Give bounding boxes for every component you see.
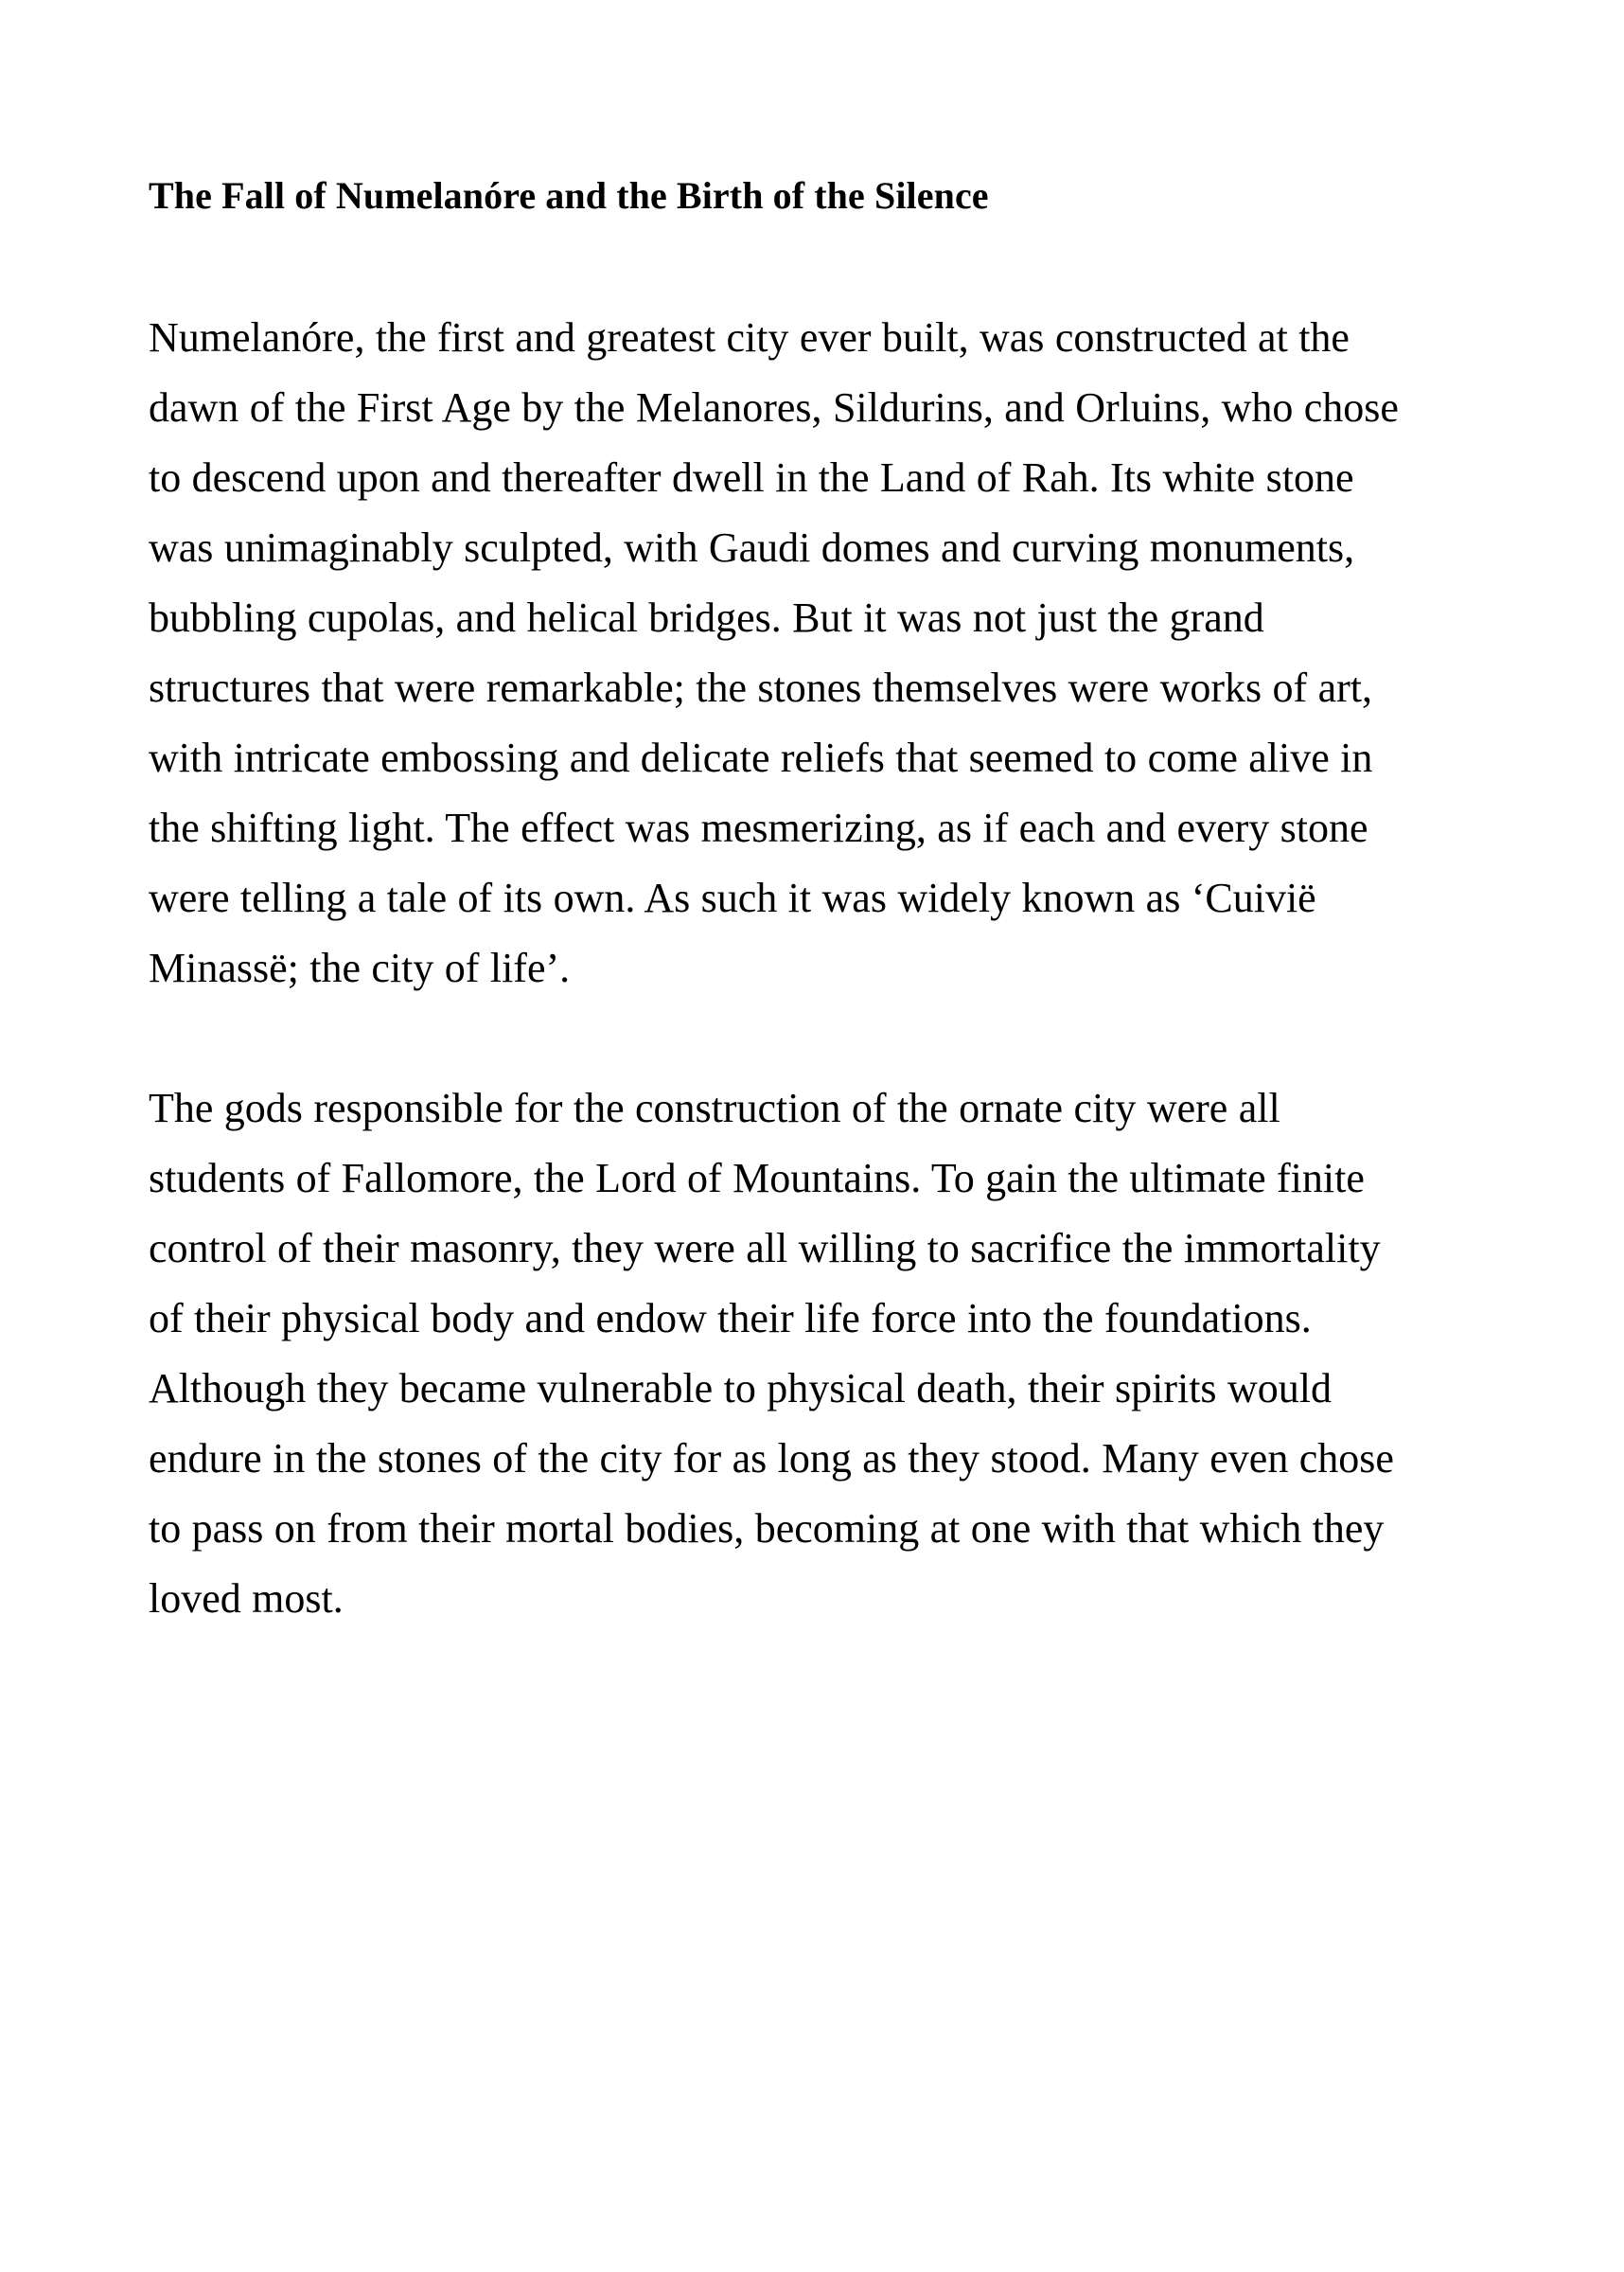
page-title: The Fall of Numelanóre and the Birth of the Silence <box>149 174 989 217</box>
paragraph-1: Numelanóre, the first and greatest city ever built, was constructed at the dawn of the First Age by the Melanores, Sildurins, and Orluins, who chose to descend upon and thereafter dwell in the Land of Rah. Its white stone was unimaginably sculpted, with Gaudi domes and curving monuments, bubbling cupolas, and helical bridges. But it was not just the grand structures that were remarkable; the stones themselves were works of art, with intricate embossing and delicate reliefs that seemed to come alive in the shifting light. The effect was mesmerizing, as if each and every stone were telling a tale of its own. As such it was widely known as ‘Cuivië Minassë; the city of life’. <box>149 314 1399 991</box>
document-body <box>149 161 1403 1634</box>
paragraph-spacer <box>149 1003 1403 1074</box>
title-spacer <box>149 231 1403 303</box>
paragraph-2: The gods responsible for the construction of the ornate city were all students of Fallomore, the Lord of Mountains. To gain the ultimate finite control of their masonry, they were all willing to sacrifice the immortality of their physical body and endow their life force into the foundations. Although they became vulnerable to physical death, their spirits would endure in the stones of the city for as long as they stood. Many even chose to pass on from their mortal bodies, becoming at one with that which they loved most. <box>149 1085 1394 1622</box>
